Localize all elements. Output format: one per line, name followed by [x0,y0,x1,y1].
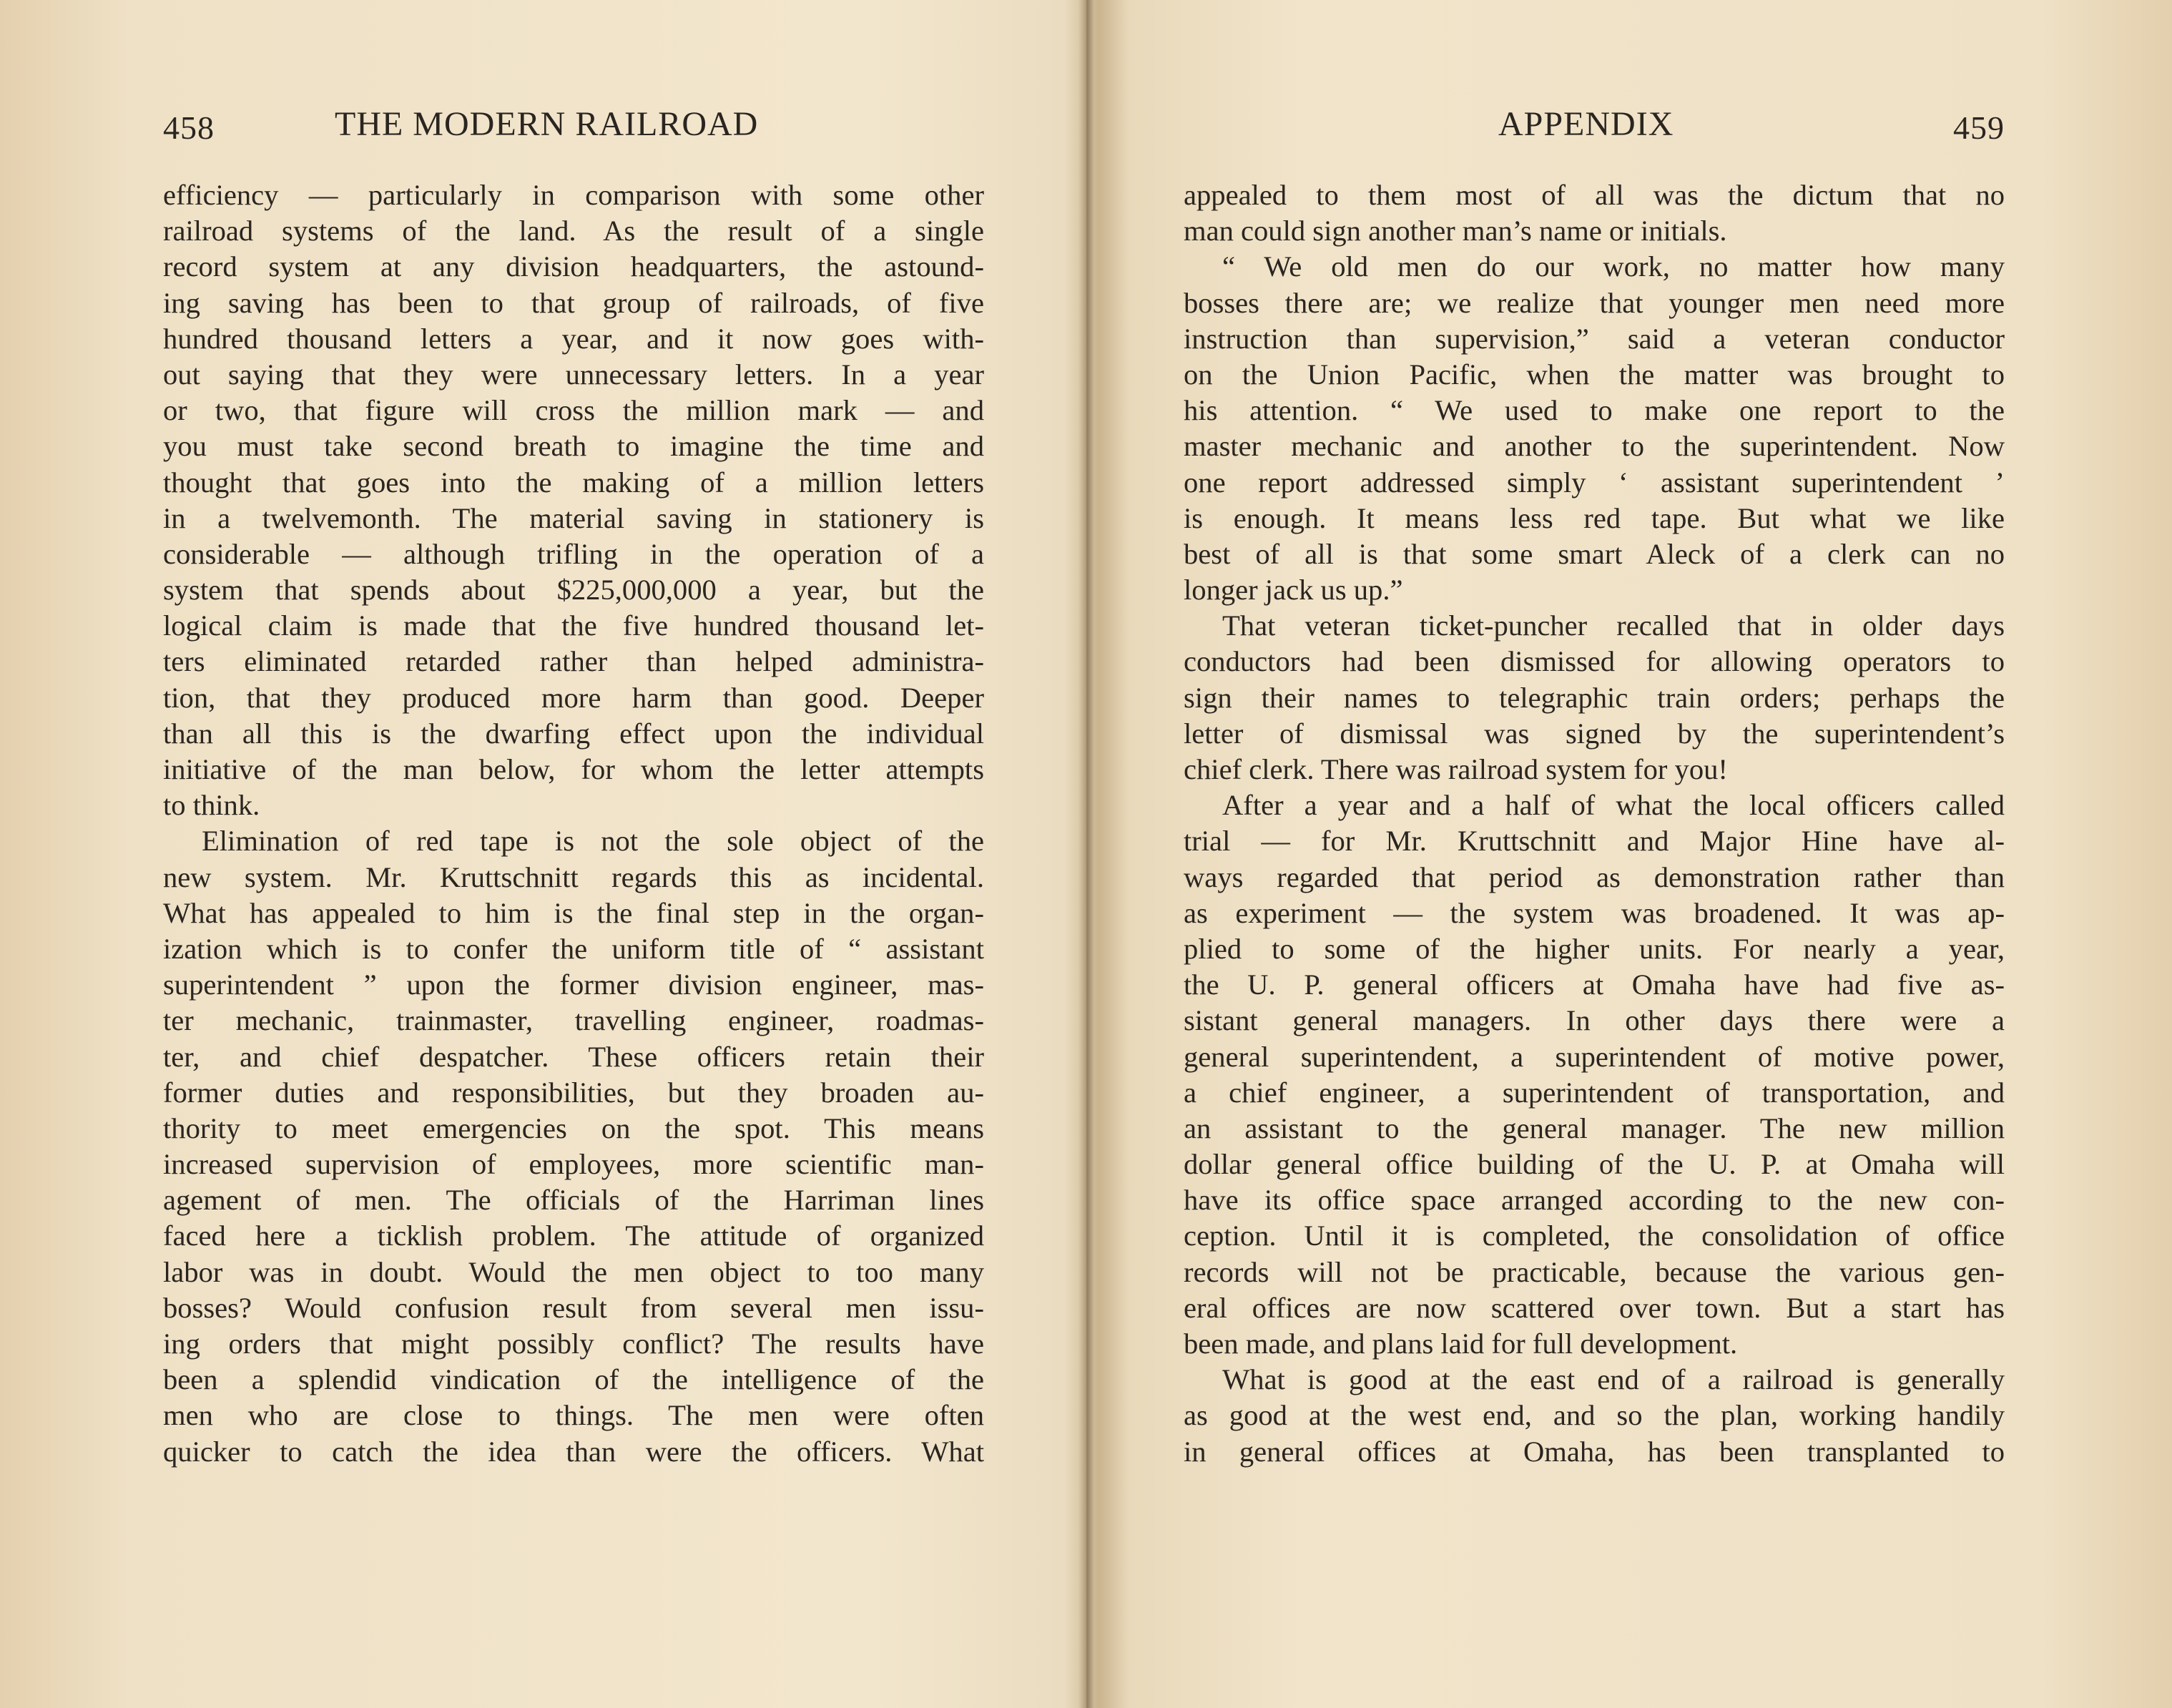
text-line: hundred thousand letters a year, and it now goes with- [163,322,984,355]
text-line: record system at any division headquarters, the astound- [163,250,984,283]
text-line: eral offices are now scattered over town. But a start has [1184,1291,2005,1324]
right-page [1184,0,2005,1708]
text-line: a chief engineer, a superintendent of transportation, and [1184,1076,2005,1109]
text-line: master mechanic and another to the superintendent. Now [1184,430,2005,463]
text-line: considerable — although trifling in the operation of a [163,537,984,570]
text-line: an assistant to the general manager. The new million [1184,1111,2005,1144]
text-line: ing saving has been to that group of railroads, of five [163,286,984,319]
text-line: men who are close to things. The men were often [163,1399,984,1432]
text-line: chief clerk. There was railroad system for you! [1184,753,1728,785]
text-line: in a twelvemonth. The material saving in stationery is [163,501,984,534]
text-line: ization which is to confer the uniform title of “ assistant [163,932,984,965]
text-line: on the Union Pacific, when the matter was brought to [1184,358,2005,391]
text-line: in general offices at Omaha, has been transplanted to [1184,1435,2005,1468]
text-line: “ We old men do our work, no matter how many [1222,250,2005,283]
text-line: trial — for Mr. Kruttschnitt and Major Hine have al- [1184,825,2005,858]
right-running-title: APPENDIX [1498,105,1674,143]
text-line: been made, and plans laid for full development. [1184,1327,1738,1360]
text-line: thought that goes into the making of a million letters [163,466,984,499]
text-line: What has appealed to him is the final step in the organ- [163,896,984,929]
text-line: records will not be practicable, because the various gen- [1184,1255,2005,1288]
text-line: new system. Mr. Kruttschnitt regards this as incidental. [163,860,984,893]
text-line: have its office space arranged according to the new con- [1184,1184,2005,1217]
text-line: tion, that they produced more harm than good. Deeper [163,681,984,714]
left-page-number: 458 [163,109,215,146]
text-line: instruction than supervision,” said a veteran conductor [1184,322,2005,355]
text-line: the U. P. general officers at Omaha have had five as- [1184,968,2005,1001]
text-line: one report addressed simply ‘ assistant superintendent ’ [1184,466,2005,499]
text-line: quicker to catch the idea than were the officers. What [163,1435,984,1468]
right-body-text [1184,177,2005,1470]
text-line: sign their names to telegraphic train orders; perhaps the [1184,681,2005,714]
book-gutter [1078,0,1094,1708]
text-line: sistant general managers. In other days there were a [1184,1004,2005,1037]
text-line: ter mechanic, trainmaster, travelling engineer, roadmas- [163,1004,984,1037]
text-line: That veteran ticket-puncher recalled that in older days [1222,609,2005,642]
text-line: conductors had been dismissed for allowing operators to [1184,645,2005,678]
text-line: ing orders that might possibly conflict? The results have [163,1327,984,1360]
text-line: faced here a ticklish problem. The attitude of organized [163,1219,984,1252]
text-line: as good at the west end, and so the plan, working handily [1184,1399,2005,1432]
text-line: best of all is that some smart Aleck of a clerk can no [1184,537,2005,570]
text-line: as experiment — the system was broadened. It was ap- [1184,896,2005,929]
left-running-head [163,104,984,147]
text-line: his attention. “ We used to make one report to the [1184,394,2005,427]
text-line: bosses there are; we realize that younger men need more [1184,286,2005,319]
text-line: After a year and a half of what the local officers called [1222,789,2005,822]
text-line: ter, and chief despatcher. These officers retain their [163,1040,984,1073]
right-running-head [1184,104,2005,147]
left-body-text [163,177,984,1470]
left-running-title: THE MODERN RAILROAD [335,105,759,143]
text-line: ters eliminated retarded rather than helped administra- [163,645,984,678]
text-line: appealed to them most of all was the dictum that no [1184,179,2005,211]
text-line: ception. Until it is completed, the consolidation of office [1184,1219,2005,1252]
text-line: bosses? Would confusion result from several men issu- [163,1291,984,1324]
text-line: dollar general office building of the U. P. at Omaha will [1184,1148,2005,1181]
text-line: former duties and responsibilities, but they broaden au- [163,1076,984,1109]
left-page [163,0,984,1708]
text-line: railroad systems of the land. As the result of a single [163,215,984,247]
text-line: is enough. It means less red tape. But what we like [1184,501,2005,534]
text-line: superintendent ” upon the former division engineer, mas- [163,968,984,1001]
text-line: What is good at the east end of a railroad is generally [1222,1363,2005,1396]
text-line: agement of men. The officials of the Harriman lines [163,1184,984,1217]
text-line: general superintendent, a superintendent of motive power, [1184,1040,2005,1073]
text-line: man could sign another man’s name or initials. [1184,215,1727,247]
text-line: Elimination of red tape is not the sole object of the [202,825,984,858]
text-line: plied to some of the higher units. For nearly a year, [1184,932,2005,965]
text-line: out saying that they were unnecessary letters. In a year [163,358,984,391]
text-line: you must take second breath to imagine the time and [163,430,984,463]
text-line: system that spends about $225,000,000 a year, but the [163,574,984,607]
text-line: efficiency — particularly in comparison with some other [163,179,984,211]
text-line: than all this is the dwarfing effect upon the individual [163,717,984,750]
right-page-number: 459 [1953,109,2005,146]
text-line: thority to meet emergencies on the spot. This means [163,1111,984,1144]
text-line: letter of dismissal was signed by the superintendent’s [1184,717,2005,750]
text-line: ways regarded that period as demonstration rather than [1184,860,2005,893]
text-line: or two, that figure will cross the million mark — and [163,394,984,427]
text-line: longer jack us up.” [1184,574,1403,607]
text-line: labor was in doubt. Would the men object to too many [163,1255,984,1288]
text-line: to think. [163,789,260,822]
text-line: initiative of the man below, for whom the letter attempts [163,753,984,785]
text-line: been a splendid vindication of the intelligence of the [163,1363,984,1396]
text-line: increased supervision of employees, more scientific man- [163,1148,984,1181]
text-line: logical claim is made that the five hundred thousand let- [163,609,984,642]
